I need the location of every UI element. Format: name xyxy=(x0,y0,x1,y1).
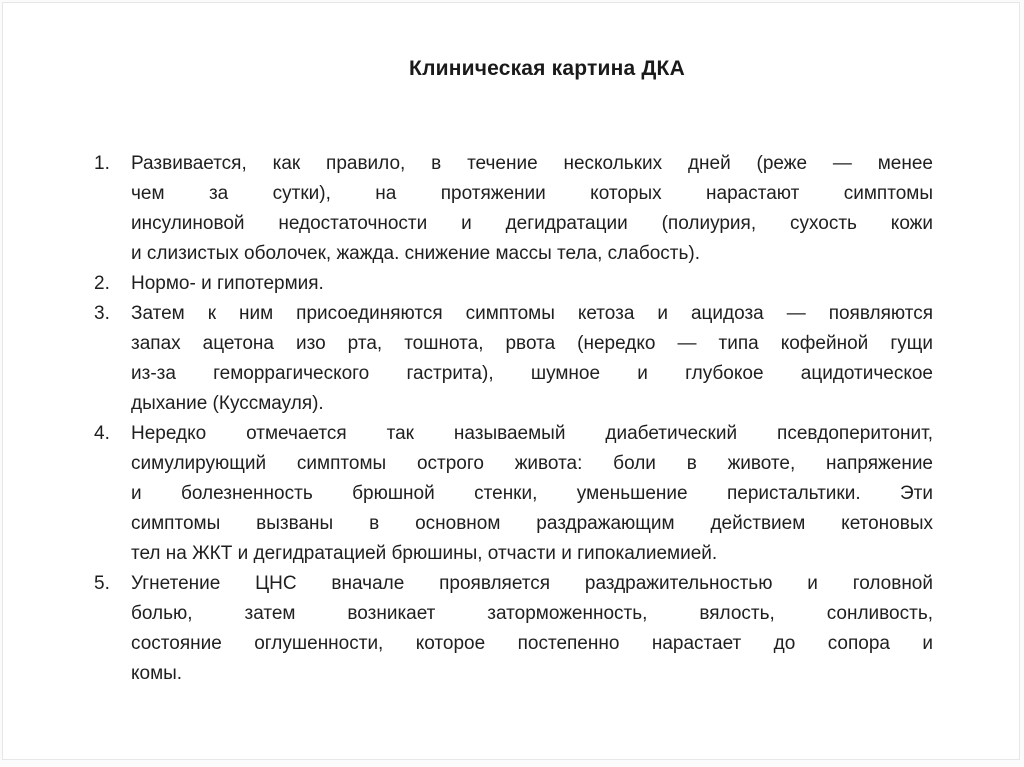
text-line: комы. xyxy=(131,663,183,684)
text-line: и слизистых оболочек, жажда. снижение массы тела, слабость). xyxy=(131,243,700,264)
text-line: инсулиновой недостаточности и дегидратации (полиурия, сухость кожи xyxy=(131,213,933,234)
text-line: из-за геморрагического гастрита), шумное и глубокое ацидотическое xyxy=(131,363,933,384)
text-line: Угнетение ЦНС вначале проявляется раздражительностью и головной xyxy=(131,573,933,594)
list-item-text xyxy=(131,299,933,419)
text-line: симулирующий симптомы острого живота: боли в животе, напряжение xyxy=(131,453,933,474)
text-line: чем за сутки), на протяжении которых нарастают симптомы xyxy=(131,183,933,204)
slide-title: Клиническая картина ДКА xyxy=(409,57,685,80)
list-item-text xyxy=(131,419,933,569)
list-item-number: 5. xyxy=(94,573,110,594)
slide-canvas xyxy=(2,2,1020,760)
text-line: дыхание (Куссмауля). xyxy=(131,393,324,414)
text-line: состояние оглушенности, которое постепенно нарастает до сопора и xyxy=(131,633,933,654)
text-line: тел на ЖКТ и дегидратацией брюшины, отчасти и гипокалиемией. xyxy=(131,543,718,564)
list-item xyxy=(94,569,933,689)
list-item-number: 4. xyxy=(94,423,110,444)
clinical-features-list xyxy=(94,149,933,689)
text-line: Развивается, как правило, в течение нескольких дней (реже — менее xyxy=(131,153,933,174)
list-item-text xyxy=(131,569,933,689)
list-item xyxy=(94,149,933,269)
text-line: Нормо- и гипотермия. xyxy=(131,273,324,294)
text-line: и болезненность брюшной стенки, уменьшение перистальтики. Эти xyxy=(131,483,933,504)
text-line: Нередко отмечается так называемый диабетический псевдоперитонит, xyxy=(131,423,933,444)
text-line: симптомы вызваны в основном раздражающим действием кетоновых xyxy=(131,513,933,534)
list-item-text xyxy=(131,149,933,269)
text-line: болью, затем возникает заторможенность, вялость, сонливость, xyxy=(131,603,933,624)
list-item-number: 2. xyxy=(94,273,110,294)
list-item xyxy=(94,419,933,569)
list-item-number: 1. xyxy=(94,153,110,174)
text-line: Затем к ним присоединяются симптомы кетоза и ацидоза — появляются xyxy=(131,303,933,324)
list-item-number: 3. xyxy=(94,303,110,324)
text-line: запах ацетона изо рта, тошнота, рвота (нередко — типа кофейной гущи xyxy=(131,333,933,354)
list-item xyxy=(94,299,933,419)
list-item xyxy=(94,269,933,299)
list-item-text xyxy=(131,269,933,299)
